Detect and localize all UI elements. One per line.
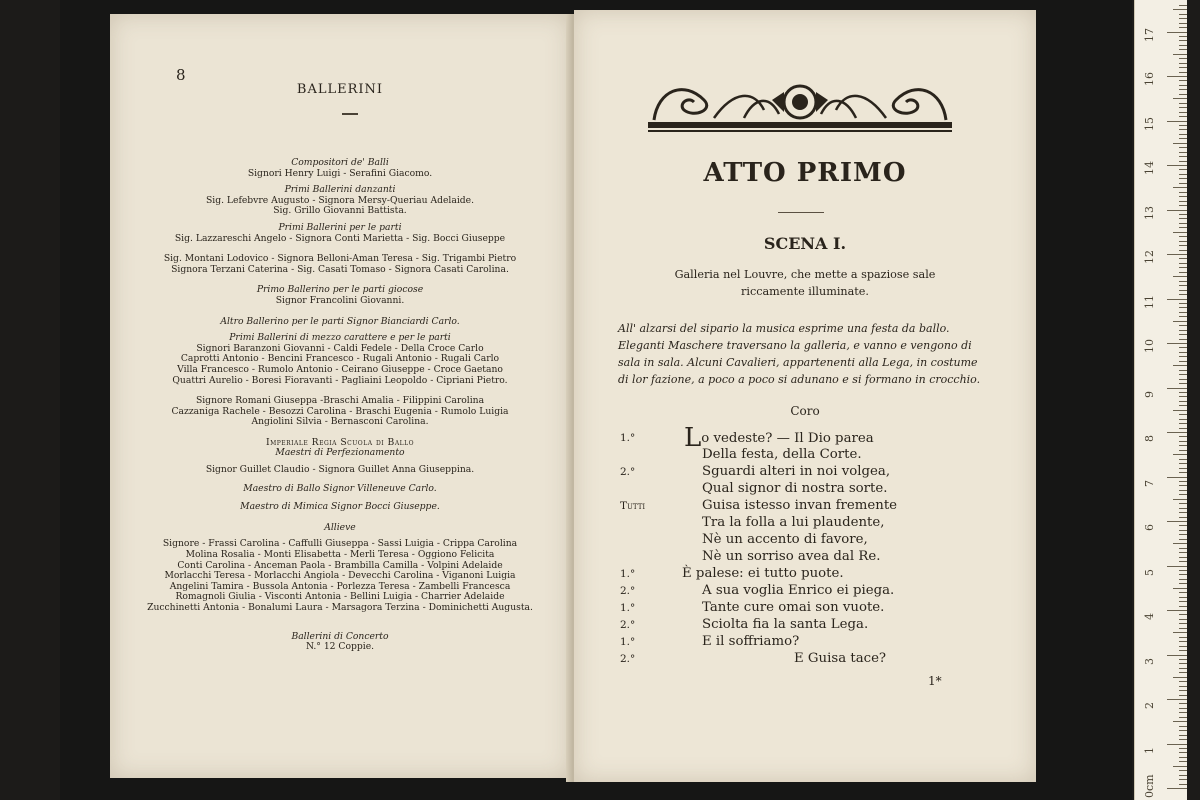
ruler-tick	[1179, 67, 1187, 68]
verse-line	[574, 532, 1036, 549]
ruler-tick	[1179, 436, 1187, 437]
ruler-tick	[1167, 699, 1187, 700]
ruler-tick	[1179, 708, 1187, 709]
ruler-tick	[1179, 192, 1187, 193]
ruler-tick	[1179, 681, 1187, 682]
ruler-tick	[1179, 325, 1187, 326]
verse-text-rest: o vedeste? — Il Dio parea	[701, 431, 874, 446]
credit-line: Quattri Aurelio - Boresi Fioravanti - Pagliaini Leopoldo - Cipriani Pietro.	[172, 374, 508, 386]
credit-line: Sig. Lazzareschi Angelo - Signora Conti Marietta - Sig. Bocci Giuseppe	[174, 232, 506, 244]
verse-line	[574, 634, 1036, 651]
ruler-tick	[1179, 623, 1187, 624]
ruler-tick	[1179, 668, 1187, 669]
ruler-tick	[1179, 330, 1187, 331]
ruler-tick	[1173, 766, 1187, 767]
page-number: 8	[176, 66, 186, 84]
ruler-tick	[1179, 445, 1187, 446]
ruler-tick	[1179, 739, 1187, 740]
ruler-tick	[1167, 610, 1187, 611]
credit-group	[110, 333, 570, 386]
ruler-tick	[1173, 232, 1187, 233]
credit-group	[110, 285, 570, 306]
verse-speaker: 1.°	[620, 432, 636, 444]
ruler-tick	[1179, 125, 1187, 126]
credit-role: Compositori de' Balli	[291, 157, 389, 168]
ruler-tick	[1179, 58, 1187, 59]
ruler-tick	[1179, 503, 1187, 504]
students-block	[110, 523, 570, 614]
ruler-label: 11	[1143, 294, 1156, 309]
scene-title: SCENA I.	[763, 234, 847, 253]
ruler-tick	[1173, 677, 1187, 678]
ruler-tick	[1179, 517, 1187, 518]
ruler-tick	[1179, 663, 1187, 664]
ruler-tick	[1179, 352, 1187, 353]
ruler-tick	[1173, 276, 1187, 277]
credit-role: Altro Ballerino per le parti Signor Bianciardi Carlo.	[220, 315, 460, 327]
title-separator	[778, 212, 824, 213]
ruler-tick	[1179, 757, 1187, 758]
ruler-tick	[1179, 775, 1187, 776]
credit-line: Angiolini Silvia - Bernasconi Carolina.	[251, 416, 429, 428]
ruler-label: 12	[1143, 250, 1156, 264]
ruler-tick	[1173, 721, 1187, 722]
verse-speaker: 2.°	[620, 619, 636, 631]
ruler-tick	[1179, 752, 1187, 753]
ruler-tick	[1179, 428, 1187, 429]
ruler-tick	[1179, 356, 1187, 357]
credit-role: Primo Ballerino per le parti giocose	[256, 284, 424, 296]
ruler-tick	[1179, 23, 1187, 24]
ruler-label: 17	[1143, 27, 1156, 42]
verse-list	[574, 423, 1036, 668]
ruler-label: 1	[1143, 746, 1156, 754]
ruler-tick	[1179, 490, 1187, 491]
ruler-tick	[1179, 241, 1187, 242]
left-page	[110, 14, 570, 778]
ruler-tick	[1179, 374, 1187, 375]
ruler-tick	[1179, 779, 1187, 780]
ruler-tick	[1179, 18, 1187, 19]
credit-line: Signori Henry Luigi - Serafini Giacomo.	[247, 167, 433, 179]
stage-direction: All' alzarsi del sipario la musica esprime una festa da ballo. Eleganti Maschere traversano la galleria, e vanno e vengono di sala in sala. Alcuni Cavalieri, appartenenti alla Lega, in costume di lor fazione, a poco a poco si adunano e si formano in crocchio.	[618, 322, 981, 386]
ruler-label: 9	[1143, 390, 1156, 398]
ruler-tick	[1179, 548, 1187, 549]
credit-role: Maestri di Perfezionamento	[275, 447, 405, 459]
ruler-tick	[1179, 463, 1187, 464]
act-title: ATTO PRIMO	[703, 158, 907, 188]
verse-text: A sua voglia Enrico ei piega.	[702, 583, 895, 598]
ruler-tick	[1167, 254, 1187, 255]
credit-line: Cazzaniga Rachele - Besozzi Carolina - Braschi Eugenia - Rumolo Luigia	[171, 405, 509, 417]
right-page	[574, 10, 1036, 782]
ruler-tick	[1179, 628, 1187, 629]
ruler-tick	[1167, 521, 1187, 522]
ruler-tick	[1179, 285, 1187, 286]
ruler-tick	[1179, 63, 1187, 64]
ruler-tick	[1179, 534, 1187, 535]
ruler-tick	[1179, 557, 1187, 558]
ruler-tick	[1179, 161, 1187, 162]
ruler-tick	[1179, 218, 1187, 219]
concert-block	[110, 632, 570, 653]
ruler-tick	[1179, 383, 1187, 384]
ruler-tick	[1179, 396, 1187, 397]
credit-line: Maestro di Mimica Signor Bocci Giuseppe.	[240, 501, 440, 513]
credit-role: Allieve	[324, 521, 356, 533]
ruler-tick	[1179, 450, 1187, 451]
ruler-tick	[1179, 5, 1187, 6]
ruler-tick	[1179, 263, 1187, 264]
verse-text: Nè un accento di favore,	[702, 532, 868, 547]
credit-role: Ballerini di Concerto	[291, 630, 389, 642]
ruler-tick	[1179, 405, 1187, 406]
verse-line	[574, 583, 1036, 600]
verse-line	[574, 481, 1036, 498]
credits-list	[110, 158, 570, 659]
ruler-tick	[1179, 570, 1187, 571]
ruler-label: 16	[1143, 72, 1156, 86]
ruler-tick	[1179, 85, 1187, 86]
ruler-tick	[1179, 401, 1187, 402]
credit-line: Molina Rosalia - Monti Elisabetta - Merli Teresa - Oggiono Felicita	[185, 549, 495, 561]
ruler-tick	[1179, 690, 1187, 691]
ruler-label: 13	[1143, 205, 1156, 220]
chorus-label: Coro	[790, 404, 820, 418]
ruler-tick	[1179, 45, 1187, 46]
ruler-tick	[1179, 637, 1187, 638]
verse-speaker: 1.°	[620, 636, 636, 648]
ruler-tick	[1167, 788, 1187, 789]
credit-line: Signore Romani Giuseppa -Braschi Amalia - Filippini Carolina	[195, 395, 485, 407]
ruler-label: 10	[1143, 339, 1156, 353]
ruler-tick	[1179, 414, 1187, 415]
ruler-tick	[1179, 49, 1187, 50]
credit-line: Signora Terzani Caterina - Sig. Casati Tomaso - Signora Casati Carolina.	[171, 263, 509, 275]
ruler-tick	[1179, 459, 1187, 460]
credit-line: Sig. Grillo Giovanni Battista.	[273, 205, 407, 217]
ruler-tick	[1179, 441, 1187, 442]
credit-line: Signor Francolini Giovanni.	[275, 294, 405, 306]
verse-line	[574, 515, 1036, 532]
ruler-tick	[1167, 165, 1187, 166]
ruler-tick	[1179, 290, 1187, 291]
ruler-tick	[1179, 107, 1187, 108]
ruler-tick	[1173, 187, 1187, 188]
ruler-tick	[1179, 583, 1187, 584]
ruler-tick	[1173, 410, 1187, 411]
verse-line	[574, 498, 1036, 515]
ruler-tick	[1173, 588, 1187, 589]
verse-text: Guisa istesso invan fremente	[702, 498, 898, 513]
verse-text: Sguardi alteri in noi volgea,	[702, 464, 891, 479]
ruler-tick	[1179, 134, 1187, 135]
verse-speaker: 2.°	[620, 466, 636, 478]
ruler-tick	[1179, 339, 1187, 340]
ruler-label: 4	[1143, 613, 1156, 620]
ruler-tick	[1179, 152, 1187, 153]
ruler-tick	[1179, 494, 1187, 495]
ruler-label: 5	[1143, 568, 1156, 576]
ruler-tick	[1179, 561, 1187, 562]
ruler-tick	[1167, 299, 1187, 300]
credit-role: Primi Ballerini danzanti	[284, 184, 396, 196]
ruler-tick	[1179, 606, 1187, 607]
credit-line: Maestro di Ballo Signor Villeneuve Carlo.	[243, 482, 437, 494]
ruler-tick	[1179, 36, 1187, 37]
ruler-tick	[1173, 454, 1187, 455]
verse-line	[574, 651, 1036, 668]
ruler-tick	[1179, 672, 1187, 673]
ruler-label: 0cm	[1143, 774, 1156, 798]
ruler-tick	[1179, 784, 1187, 785]
ruler-tick	[1167, 76, 1187, 77]
verse-text: Sciolta fia la santa Lega.	[702, 617, 869, 632]
credit-line: Angelini Tamira - Bussola Antonia - Porlezza Teresa - Zambelli Francesca	[169, 580, 511, 592]
ruler-tick	[1179, 735, 1187, 736]
ruler-tick	[1179, 307, 1187, 308]
ruler-tick	[1179, 294, 1187, 295]
cast-title: BALLERINI	[296, 82, 384, 97]
verse-line	[574, 600, 1036, 617]
ruler-tick	[1179, 174, 1187, 175]
drop-cap: L	[684, 423, 702, 453]
ruler-tick	[1179, 525, 1187, 526]
ruler-label: 6	[1143, 524, 1156, 531]
school-name: Imperiale Regia Scuola di Ballo	[265, 436, 415, 448]
ruler-tick	[1179, 156, 1187, 157]
credit-line: N.° 12 Coppie.	[305, 641, 375, 653]
ruler-tick	[1179, 267, 1187, 268]
ruler-tick	[1173, 365, 1187, 366]
ruler-tick	[1179, 468, 1187, 469]
ruler-tick	[1179, 112, 1187, 113]
verse-speaker: 2.°	[620, 585, 636, 597]
ruler-label: 15	[1143, 116, 1156, 131]
credit-group	[110, 223, 570, 244]
ruler-tick	[1179, 646, 1187, 647]
ruler-tick	[1179, 641, 1187, 642]
credit-group	[110, 317, 570, 328]
ruler-tick	[1179, 312, 1187, 313]
ruler-label: 2	[1143, 702, 1156, 709]
ruler-label: 8	[1143, 435, 1156, 442]
credit-group	[110, 254, 570, 275]
ruler-tick	[1173, 632, 1187, 633]
credit-line: Signori Baranzoni Giovanni - Caldi Fedele - Della Croce Carlo	[196, 342, 484, 354]
setting-line: riccamente illuminate.	[741, 285, 869, 298]
verse-text: E Guisa tace?	[794, 651, 887, 666]
ruler-tick	[1179, 334, 1187, 335]
credit-group	[110, 158, 570, 179]
ruler-tick	[1179, 552, 1187, 553]
signature-mark: 1*	[928, 674, 942, 688]
credit-line: Sig. Lefebvre Augusto - Signora Mersy-Queriau Adelaide.	[205, 194, 475, 206]
ruler-tick	[1173, 321, 1187, 322]
ruler-tick	[1179, 370, 1187, 371]
ruler-tick	[1179, 730, 1187, 731]
verse-text: Tra la folla a lui plaudente,	[702, 515, 885, 530]
ruler-tick	[1179, 601, 1187, 602]
verse-text: E il soffriamo?	[702, 634, 800, 649]
ruler-tick	[1179, 27, 1187, 28]
verse-speaker: Tutti	[620, 500, 646, 512]
ruler-tick	[1179, 650, 1187, 651]
title-rule	[342, 113, 358, 115]
ruler-tick	[1179, 485, 1187, 486]
ruler-tick	[1179, 178, 1187, 179]
ruler-tick	[1167, 432, 1187, 433]
ruler-tick	[1179, 201, 1187, 202]
ruler-tick	[1179, 227, 1187, 228]
ruler-tick	[1167, 210, 1187, 211]
credit-role: Primi Ballerini per le parti	[278, 221, 402, 233]
ruler-tick	[1179, 147, 1187, 148]
ruler-tick	[1179, 281, 1187, 282]
ruler-tick	[1167, 32, 1187, 33]
ruler-tick	[1173, 9, 1187, 10]
ruler-tick	[1179, 659, 1187, 660]
school-block	[110, 438, 570, 513]
verse-text: Tante cure omai son vuote.	[702, 600, 885, 615]
ruler-tick	[1179, 303, 1187, 304]
ruler-tick	[1179, 481, 1187, 482]
ruler-tick	[1179, 530, 1187, 531]
ruler-tick	[1179, 223, 1187, 224]
ruler-tick	[1167, 121, 1187, 122]
ruler-tick	[1167, 655, 1187, 656]
credit-line: Signor Guillet Claudio - Signora Guillet Anna Giuseppina.	[205, 464, 475, 476]
verse-line	[574, 566, 1036, 583]
verse-speaker: 2.°	[620, 653, 636, 665]
ruler-label: 3	[1143, 657, 1156, 665]
ruler-tick	[1167, 744, 1187, 745]
ruler-tick	[1167, 477, 1187, 478]
ruler-tick	[1179, 392, 1187, 393]
ruler-label: 14	[1143, 161, 1156, 175]
ruler-tick	[1179, 712, 1187, 713]
ruler-tick	[1179, 214, 1187, 215]
credit-line: Signore - Frassi Carolina - Caffulli Giuseppa - Sassi Luigia - Crippa Carolina	[162, 538, 518, 550]
ruler-tick	[1179, 597, 1187, 598]
verse-text: È palese: ei tutto puote.	[682, 566, 844, 581]
ruler-tick	[1179, 361, 1187, 362]
ruler-tick	[1179, 419, 1187, 420]
ruler-tick	[1173, 54, 1187, 55]
ruler-tick	[1179, 94, 1187, 95]
ruler-tick	[1179, 703, 1187, 704]
ruler-tick	[1167, 343, 1187, 344]
verse-line	[574, 464, 1036, 481]
ruler-tick	[1179, 272, 1187, 273]
ruler-tick	[1173, 543, 1187, 544]
verse-line	[574, 617, 1036, 634]
ruler-tick	[1179, 138, 1187, 139]
credit-line: Zucchinetti Antonia - Bonalumi Laura - Marsagora Terzina - Dominichetti Augusta.	[147, 602, 533, 613]
ruler-tick	[1179, 695, 1187, 696]
ruler-tick	[1179, 89, 1187, 90]
ruler-tick	[1179, 770, 1187, 771]
ruler-tick	[1179, 619, 1187, 620]
ruler-tick	[1179, 196, 1187, 197]
verse-line	[574, 549, 1036, 566]
ruler-tick	[1179, 748, 1187, 749]
ruler-tick	[1179, 574, 1187, 575]
setting-line: Galleria nel Louvre, che mette a spaziose sale	[674, 268, 936, 281]
ruler-tick	[1167, 566, 1187, 567]
ruler-tick	[1173, 143, 1187, 144]
ruler-tick	[1179, 379, 1187, 380]
credit-group	[110, 396, 570, 428]
verse-text	[684, 423, 874, 453]
ruler-tick	[1179, 40, 1187, 41]
ruler-tick	[1179, 347, 1187, 348]
ruler-tick	[1179, 116, 1187, 117]
ruler-tick	[1179, 103, 1187, 104]
ruler-tick	[1179, 72, 1187, 73]
verse-speaker: 1.°	[620, 602, 636, 614]
ruler-tick	[1179, 236, 1187, 237]
ruler-tick	[1173, 499, 1187, 500]
ruler-tick	[1179, 579, 1187, 580]
measurement-ruler	[1134, 0, 1187, 800]
scene-setting	[574, 266, 1036, 300]
credit-line: Conti Carolina - Anceman Paola - Brambilla Camilla - Volpini Adelaide	[177, 559, 503, 571]
ruler-tick	[1179, 205, 1187, 206]
credit-line: Sig. Montani Lodovico - Signora Belloni-Aman Teresa - Sig. Trigambi Pietro	[163, 253, 517, 265]
ornament-headpiece	[644, 70, 956, 134]
ruler-tick	[1179, 169, 1187, 170]
ruler-tick	[1173, 98, 1187, 99]
ruler-tick	[1179, 14, 1187, 15]
verse-line	[574, 447, 1036, 464]
ruler-tick	[1179, 592, 1187, 593]
ruler-tick	[1179, 686, 1187, 687]
verse-text: Della festa, della Corte.	[702, 447, 862, 462]
ruler-tick	[1179, 250, 1187, 251]
ruler-label: 7	[1143, 479, 1156, 487]
credit-line: Villa Francesco - Rumolo Antonio - Ceirano Giuseppe - Croce Gaetano	[177, 363, 503, 375]
ruler-tick	[1179, 183, 1187, 184]
ruler-tick	[1179, 717, 1187, 718]
ruler-tick	[1179, 539, 1187, 540]
ruler-tick	[1179, 129, 1187, 130]
ruler-tick	[1179, 512, 1187, 513]
verse-text: Qual signor di nostra sorte.	[702, 481, 888, 496]
ruler-tick	[1179, 423, 1187, 424]
credit-role: Primi Ballerini di mezzo carattere e per le parti	[229, 332, 451, 344]
ruler-tick	[1179, 508, 1187, 509]
credit-line: Morlacchi Teresa - Morlacchi Angiola - Devecchi Carolina - Viganoni Luigia	[164, 570, 516, 582]
ruler-tick	[1179, 761, 1187, 762]
credit-line: Romagnoli Giulia - Visconti Antonia - Bellini Luigia - Charrier Adelaide	[175, 591, 505, 603]
ruler-tick	[1179, 472, 1187, 473]
verse-line	[574, 423, 1036, 453]
credit-line: Caprotti Antonio - Bencini Francesco - Rugali Antonio - Rugali Carlo	[180, 353, 500, 365]
credit-group	[110, 185, 570, 217]
ruler-tick	[1179, 80, 1187, 81]
ruler-tick	[1179, 726, 1187, 727]
ruler-tick	[1179, 245, 1187, 246]
ruler-tick	[1179, 316, 1187, 317]
verse-speaker: 1.°	[620, 568, 636, 580]
ruler-tick	[1179, 258, 1187, 259]
verse-text: Nè un sorriso avea dal Re.	[702, 549, 881, 564]
ruler-tick	[1167, 388, 1187, 389]
ruler-tick	[1179, 614, 1187, 615]
